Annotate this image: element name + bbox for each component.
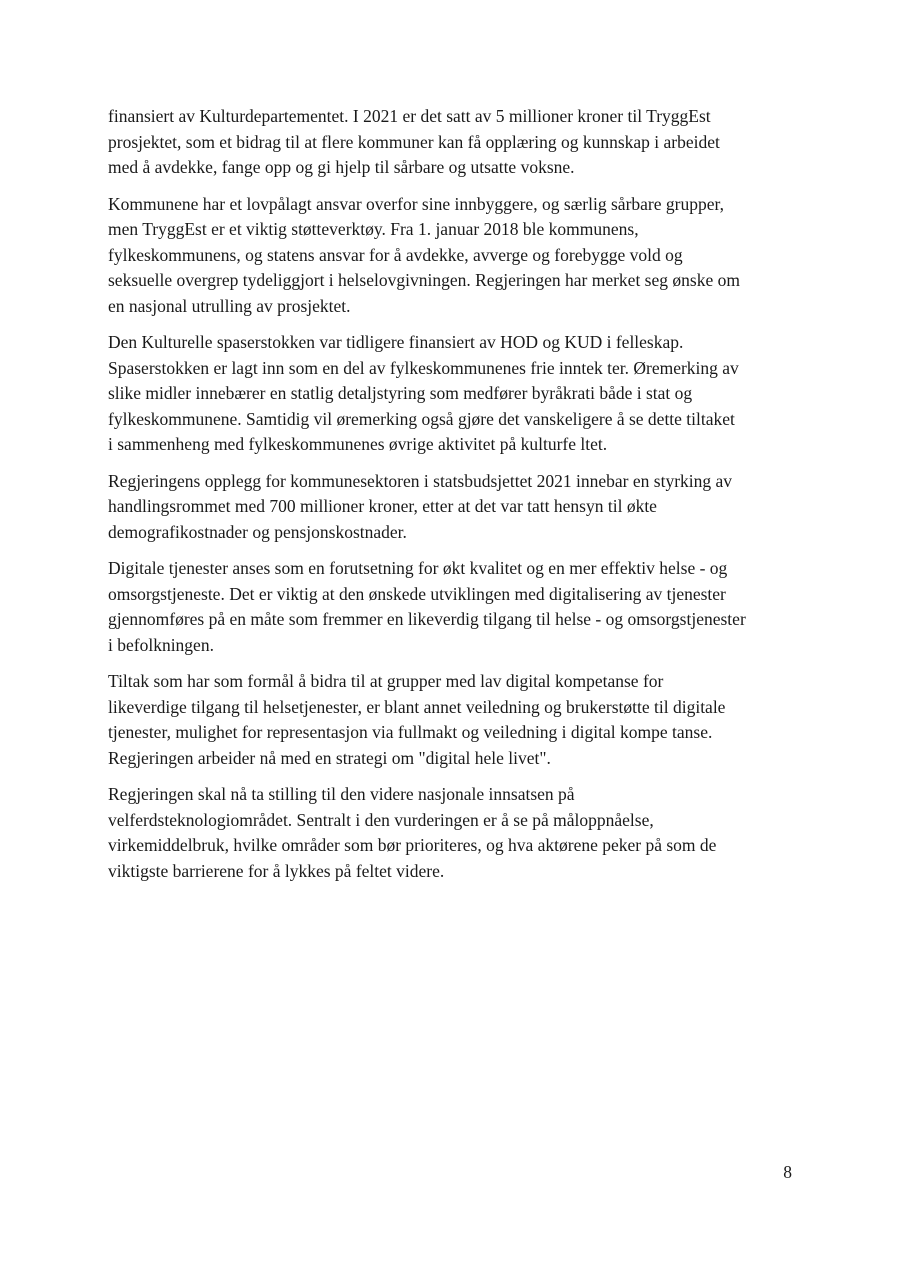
text-line: demografikostnader og pensjonskostnader. <box>108 521 407 542</box>
page-number: 8 <box>783 1162 792 1182</box>
paragraph <box>108 469 798 546</box>
text-line: Regjeringens opplegg for kommunesektoren i statsbudsjettet 2021 innebar en styrking av <box>108 470 733 491</box>
text-line: finansiert av Kulturdepartementet. I 2021 er det satt av 5 millioner kroner til TryggEst <box>108 106 711 126</box>
text-line: fylkeskommunens, og statens ansvar for å avdekke, avverge og forebygge vold og <box>108 244 683 265</box>
paragraph <box>108 556 798 658</box>
text-line: seksuelle overgrep tydeliggjort i helselovgivningen. Regjeringen har merket seg ønske om <box>108 270 740 290</box>
paragraph <box>108 192 798 320</box>
paragraph <box>108 104 798 181</box>
text-line: gjennomføres på en måte som fremmer en likeverdig tilgang til helse - og omsorgstjenester <box>108 609 746 629</box>
text-line: prosjektet, som et bidrag til at flere kommuner kan få opplæring og kunnskap i arbeidet <box>108 131 720 152</box>
text-line: Spaserstokken er lagt inn som en del av fylkeskommunenes frie inntek ter. Øremerking av <box>108 357 739 378</box>
text-line: en nasjonal utrulling av prosjektet. <box>108 295 351 316</box>
text-line: i befolkningen. <box>108 634 214 655</box>
paragraph <box>108 330 798 458</box>
text-line: viktigste barrierene for å lykkes på feltet videre. <box>108 860 445 881</box>
text-line: fylkeskommunene. Samtidig vil øremerking også gjøre det vanskeligere å se dette tiltaket <box>108 408 735 429</box>
text-line: Kommunene har et lovpålagt ansvar overfor sine innbyggere, og særlig sårbare grupper, <box>108 193 724 214</box>
text-line: omsorgstjeneste. Det er viktig at den ønskede utviklingen med digitalisering av tjenester <box>108 583 726 604</box>
paragraph <box>108 782 798 884</box>
text-line: Regjeringen arbeider nå med en strategi om "digital hele livet". <box>108 747 551 768</box>
text-line: Tiltak som har som formål å bidra til at grupper med lav digital kompetanse for <box>108 671 664 691</box>
text-line: i sammenheng med fylkeskommunenes øvrige aktivitet på kulturfe ltet. <box>108 434 608 454</box>
text-line: virkemiddelbruk, hvilke områder som bør prioriteres, og hva aktørene peker på som de <box>108 835 717 855</box>
paragraph <box>108 669 798 771</box>
document-body <box>108 104 798 895</box>
text-line: Digitale tjenester anses som en forutsetning for økt kvalitet og en mer effektiv helse - og <box>108 558 728 578</box>
text-line: med å avdekke, fange opp og gi hjelp til sårbare og utsatte voksne. <box>108 157 575 177</box>
text-line: slike midler innebærer en statlig detaljstyring som medfører byråkrati både i stat og <box>108 383 693 403</box>
text-line: likeverdige tilgang til helsetjenester, er blant annet veiledning og brukerstøtte til digitale <box>108 696 726 717</box>
text-line: handlingsrommet med 700 millioner kroner, etter at det var tatt hensyn til økte <box>108 496 657 516</box>
text-line: Den Kulturelle spaserstokken var tidligere finansiert av HOD og KUD i felleskap. <box>108 332 684 352</box>
text-line: velferdsteknologiområdet. Sentralt i den vurderingen er å se på måloppnåelse, <box>108 809 654 830</box>
text-line: men TryggEst er et viktig støtteverktøy. Fra 1. januar 2018 ble kommunens, <box>108 219 639 239</box>
text-line: tjenester, mulighet for representasjon via fullmakt og veiledning i digital kompe tanse. <box>108 722 713 742</box>
text-line: Regjeringen skal nå ta stilling til den videre nasjonale innsatsen på <box>108 784 575 804</box>
